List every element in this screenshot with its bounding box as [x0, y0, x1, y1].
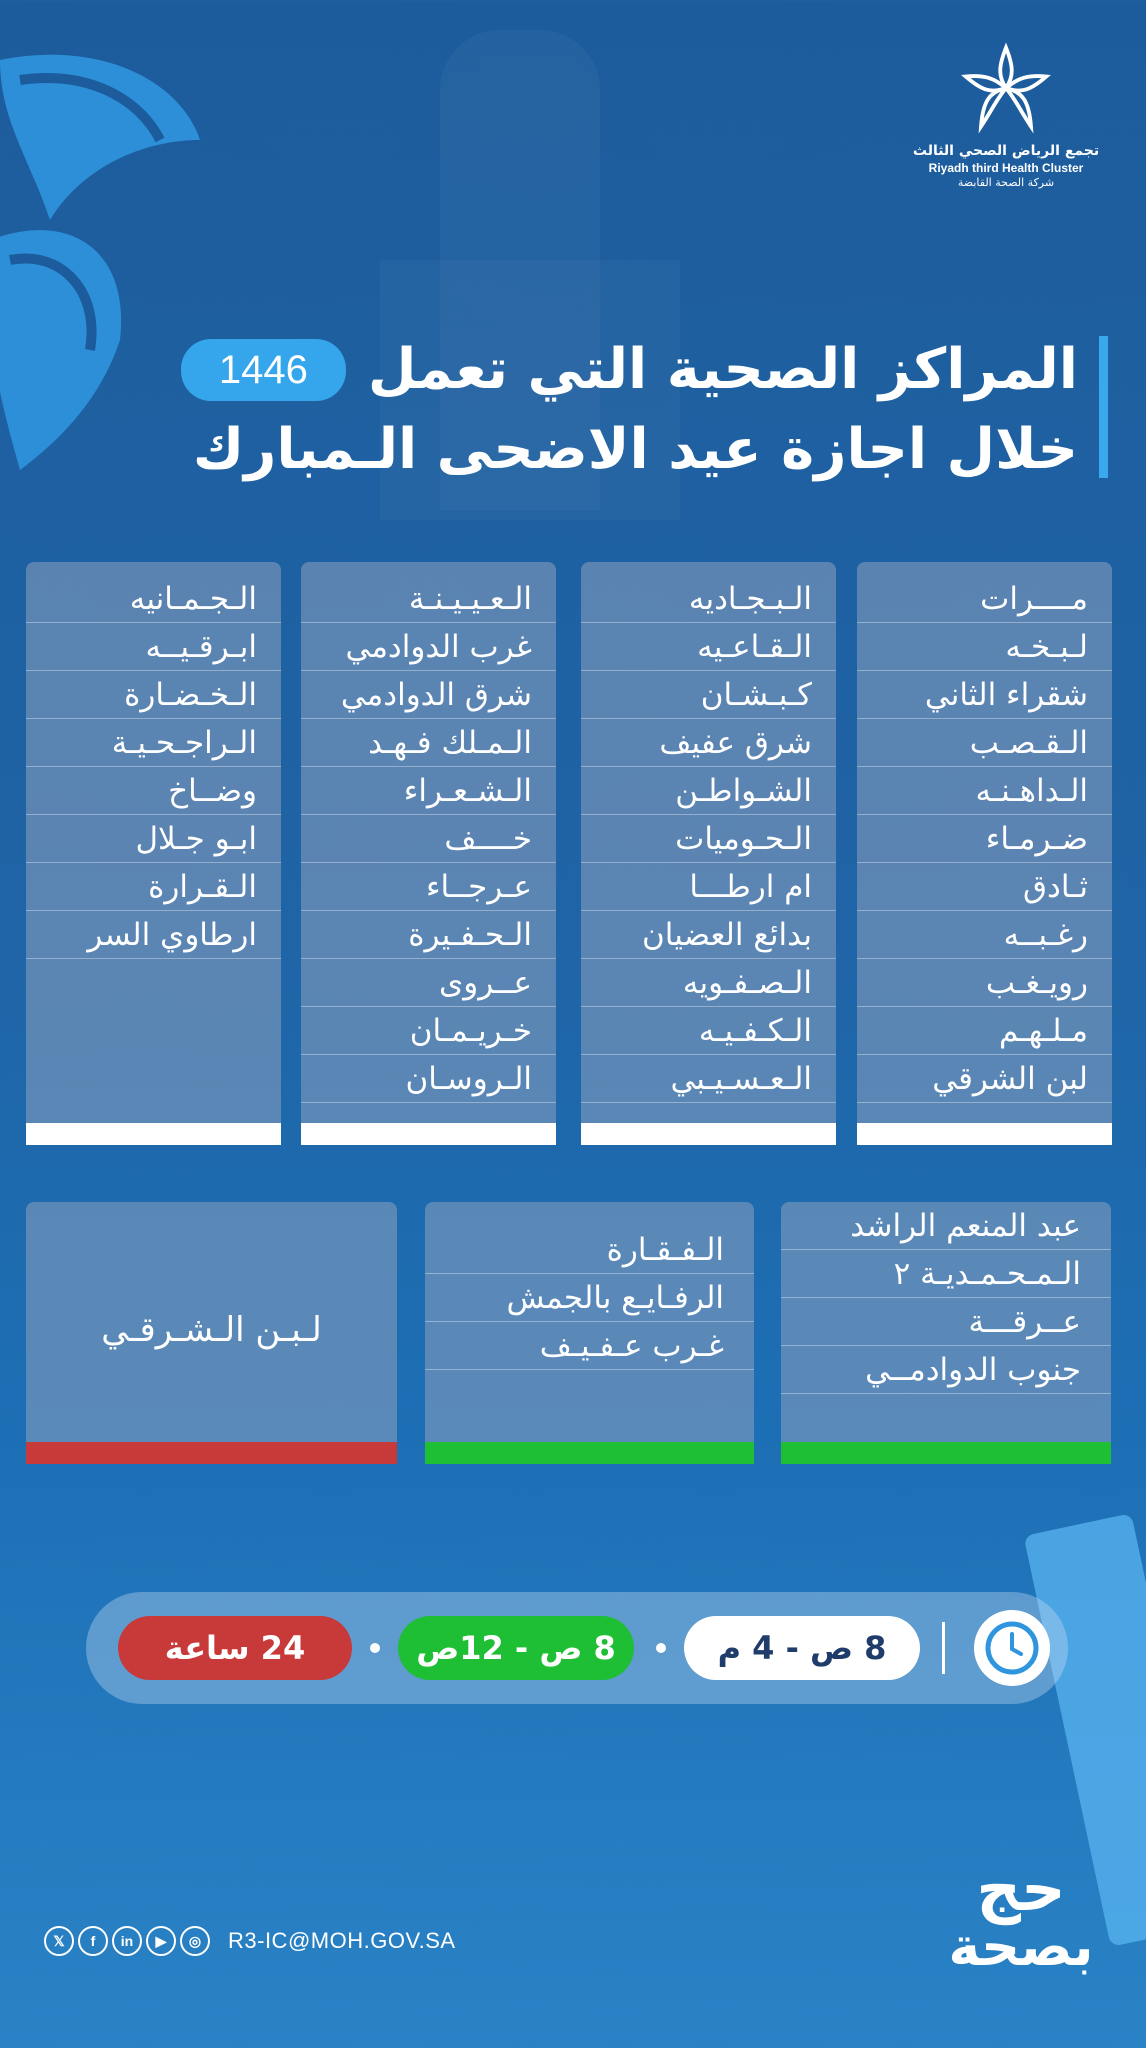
list-item: عــروى	[301, 959, 556, 1007]
list-item: الـقـرارة	[26, 863, 281, 911]
list-item: وضــاخ	[26, 767, 281, 815]
list-item: لبن الشرقي	[857, 1055, 1112, 1103]
list-item: خــــف	[301, 815, 556, 863]
list-item: ضـرمـاء	[857, 815, 1112, 863]
list-item: الـكـفـيـه	[581, 1007, 836, 1055]
column-footer	[581, 1123, 836, 1145]
list-item: شرق عفيف	[581, 719, 836, 767]
hours-legend	[86, 1592, 1068, 1704]
page-title	[188, 330, 1108, 490]
hours-red-pill: 24 ساعة	[118, 1616, 352, 1680]
title-line2: خلال اجازة عيد الاضحى الـمبارك	[192, 417, 1078, 482]
list-item: الـعـسـيـبي	[581, 1055, 836, 1103]
column-footer	[301, 1123, 556, 1145]
list-item: الـمـلك فـهـد	[301, 719, 556, 767]
schedule-box-2	[425, 1202, 754, 1464]
list-item: الـفـقـارة	[425, 1226, 754, 1274]
hours-white-pill: 8 ص - 4 م	[684, 1616, 920, 1680]
facebook-icon[interactable]: f	[78, 1926, 108, 1956]
column-footer	[26, 1123, 281, 1145]
green-footer	[781, 1442, 1111, 1464]
hajj-line2: بصحة	[948, 1915, 1094, 1978]
list-item: الـقـاعـيه	[581, 623, 836, 671]
list-item: الـراجـحـيـة	[26, 719, 281, 767]
instagram-icon[interactable]: ◎	[180, 1926, 210, 1956]
list-item: الـقـصـب	[857, 719, 1112, 767]
list-item: خـريـمـان	[301, 1007, 556, 1055]
list-item: جنوب الدوادمــي	[781, 1346, 1111, 1394]
list-item: ام ارطـــا	[581, 863, 836, 911]
list-item: شقراء الثاني	[857, 671, 1112, 719]
centers-column-2	[581, 562, 836, 1145]
box-label: لـبـن الـشـرقـي	[101, 1310, 322, 1350]
star-logo-icon	[958, 40, 1054, 136]
list-item: الشـواطـن	[581, 767, 836, 815]
title-accent-bar	[1099, 336, 1108, 478]
linkedin-icon[interactable]: in	[112, 1926, 142, 1956]
dot-separator	[656, 1643, 666, 1653]
dot-separator	[370, 1643, 380, 1653]
list-item: عــرقـــة	[781, 1298, 1111, 1346]
hajj-line1: حج	[976, 1852, 1066, 1925]
list-item: مـلـهـم	[857, 1007, 1112, 1055]
schedule-box-3	[26, 1202, 397, 1464]
list-item: لـبـخـه	[857, 623, 1112, 671]
list-item: الـبـجـاديه	[581, 575, 836, 623]
list-item: الـمـحـمـديـة ٢	[781, 1250, 1111, 1298]
list-item: رغـبــه	[857, 911, 1112, 959]
list-item: الـروسـان	[301, 1055, 556, 1103]
centers-column-1	[857, 562, 1112, 1145]
clock-icon	[974, 1610, 1050, 1686]
list-item: الـجـمـانيه	[26, 575, 281, 623]
list-item: الـخـضـارة	[26, 671, 281, 719]
year-badge: 1446	[181, 339, 346, 401]
list-item: الرفـايـع بالجمش	[425, 1274, 754, 1322]
hajj-logo	[946, 1852, 1096, 1978]
list-item: ثـادق	[857, 863, 1112, 911]
column-footer	[857, 1123, 1112, 1145]
red-footer	[26, 1442, 397, 1464]
centers-column-3	[301, 562, 556, 1145]
list-item: عـرجــاء	[301, 863, 556, 911]
centers-column-4	[26, 562, 281, 1145]
list-item: الـعـيـيـنـة	[301, 575, 556, 623]
list-item: الـحـوميات	[581, 815, 836, 863]
list-item: ارطاوي السر	[26, 911, 281, 959]
list-item: ابـو جـلال	[26, 815, 281, 863]
cluster-logo	[906, 40, 1106, 190]
list-item: الـحـفـيرة	[301, 911, 556, 959]
green-footer	[425, 1442, 754, 1464]
hours-green-pill: 8 ص - 12ص	[398, 1616, 634, 1680]
list-item: شرق الدوادمي	[301, 671, 556, 719]
contact-email[interactable]: R3-IC@MOH.GOV.SA	[228, 1928, 456, 1953]
list-item: الـداهـنـه	[857, 767, 1112, 815]
schedule-box-1	[781, 1202, 1111, 1464]
list-item: غـرب عـفـيـف	[425, 1322, 754, 1370]
list-item: ابـرقـيــه	[26, 623, 281, 671]
list-item: الـصـفـويه	[581, 959, 836, 1007]
logo-subtitle: شركة الصحة القابضة	[957, 176, 1055, 189]
divider	[942, 1622, 945, 1674]
list-item: عبد المنعم الراشد	[781, 1202, 1111, 1250]
list-item: غرب الدوادمي	[301, 623, 556, 671]
list-item: مــــرات	[857, 575, 1112, 623]
title-line1: المراكز الصحية التي تعمل	[367, 337, 1078, 402]
logo-name-ar: تجمع الرياض الصحي الثالث	[912, 143, 1100, 159]
youtube-icon[interactable]: ▶	[146, 1926, 176, 1956]
social-links	[44, 1926, 456, 1956]
list-item: رويـغـب	[857, 959, 1112, 1007]
list-item: بدائع العضيان	[581, 911, 836, 959]
list-item: الـشـعـراء	[301, 767, 556, 815]
logo-name-en: Riyadh third Health Cluster	[928, 161, 1084, 175]
list-item: كـبـشـان	[581, 671, 836, 719]
x-icon[interactable]: 𝕏	[44, 1926, 74, 1956]
